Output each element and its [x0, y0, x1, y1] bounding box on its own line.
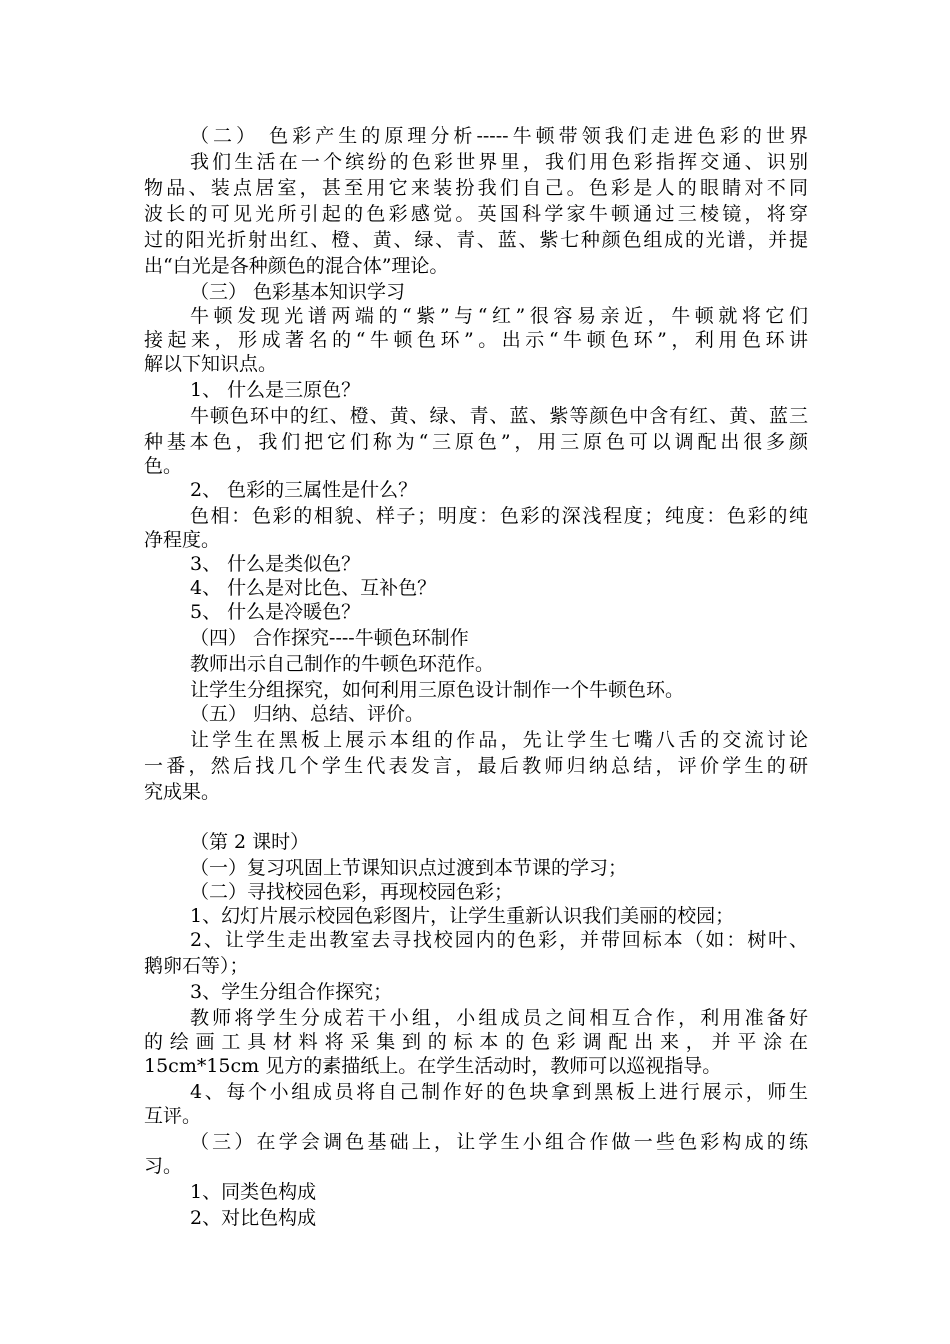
list-item: 2、对比色构成	[190, 1207, 317, 1229]
paragraph-line: 习。	[144, 1155, 183, 1177]
list-item: 1、同类色构成	[190, 1181, 317, 1203]
paragraph-line: 出“白光是各种颜色的混合体”理论。	[144, 255, 449, 277]
paragraph-line: 我们生活在一个缤纷的色彩世界里，我们用色彩指挥交通、识别	[190, 151, 808, 173]
list-item: 1、幻灯片展示校园色彩图片，让学生重新认识我们美丽的校园；	[190, 905, 735, 927]
paragraph-line: 让学生分组探究，如何利用三原色设计制作一个牛顿色环。	[190, 679, 685, 701]
paragraph-line: 波长的可见光所引起的色彩感觉。英国科学家牛顿通过三棱镜，将穿	[144, 203, 808, 225]
paragraph-line: 的绘画工具材料将采集到的标本的色彩调配出来，并平涂在	[144, 1031, 808, 1053]
list-item-question-2: 2、 色彩的三属性是什么？	[190, 479, 418, 501]
heading-section-5: （五） 归纳、总结、评价。	[190, 703, 425, 725]
paragraph-line: 过的阳光折射出红、橙、黄、绿、青、蓝、紫七种颜色组成的光谱，并提	[144, 229, 808, 251]
list-item-question-4: 4、 什么是对比色、互补色？	[190, 577, 437, 599]
paragraph-line: 牛顿发现光谱两端的“紫”与“红”很容易亲近，牛顿就将它们	[190, 305, 808, 327]
heading-section-2: （二） 色彩产生的原理分析-----牛顿带领我们走进色彩的世界	[190, 125, 808, 147]
paragraph-line: 一番，然后找几个学生代表发言，最后教师归纳总结，评价学生的研	[144, 755, 808, 777]
paragraph-line: 色。	[144, 455, 183, 477]
paragraph-line: 牛顿色环中的红、橙、黄、绿、青、蓝、紫等颜色中含有红、黄、蓝三	[190, 405, 808, 427]
paragraph-line: 物品、装点居室，甚至用它来装扮我们自己。色彩是人的眼睛对不同	[144, 177, 808, 199]
paragraph-line: 净程度。	[144, 529, 221, 551]
paragraph-line: 接起来，形成著名的“牛顿色环”。出示“牛顿色环”，利用色环讲	[144, 329, 808, 351]
paragraph-line: 究成果。	[144, 781, 221, 803]
paragraph-line: 种基本色，我们把它们称为“三原色”，用三原色可以调配出很多颜	[144, 431, 808, 453]
paragraph-line: 鹅卵石等）；	[144, 955, 249, 977]
paragraph-line: 15cm*15cm 见方的素描纸上。在学生活动时，教师可以巡视指导。	[144, 1055, 722, 1077]
lesson-2-heading: （第 2 课时）	[190, 831, 310, 853]
paragraph-line: （三）在学会调色基础上，让学生小组合作做一些色彩构成的练	[190, 1131, 808, 1153]
paragraph-line: 教师将学生分成若干小组，小组成员之间相互合作，利用准备好	[190, 1007, 808, 1029]
paragraph-line: （一）复习巩固上节课知识点过渡到本节课的学习；	[190, 857, 628, 879]
heading-section-4: （四） 合作探究----牛顿色环制作	[190, 627, 469, 649]
paragraph-line: 教师出示自己制作的牛顿色环范作。	[190, 653, 495, 675]
list-item-question-3: 3、 什么是类似色？	[190, 553, 361, 575]
paragraph-line: 互评。	[144, 1105, 202, 1127]
list-item: 3、学生分组合作探究；	[190, 981, 393, 1003]
paragraph-line: 让学生在黑板上展示本组的作品，先让学生七嘴八舌的交流讨论	[190, 729, 808, 751]
paragraph-line: 色相：色彩的相貌、样子；明度：色彩的深浅程度；纯度：色彩的纯	[190, 505, 808, 527]
paragraph-line: （二）寻找校园色彩，再现校园色彩；	[190, 881, 514, 903]
paragraph-line: 解以下知识点。	[144, 353, 278, 375]
list-item-question-1: 1、 什么是三原色？	[190, 379, 361, 401]
list-item-question-5: 5、 什么是冷暖色？	[190, 601, 361, 623]
heading-section-3: （三） 色彩基本知识学习	[190, 281, 406, 303]
list-item: 2、让学生走出教室去寻找校园内的色彩，并带回标本（如：树叶、	[190, 929, 808, 951]
list-item: 4、每个小组成员将自己制作好的色块拿到黑板上进行展示，师生	[190, 1081, 808, 1103]
